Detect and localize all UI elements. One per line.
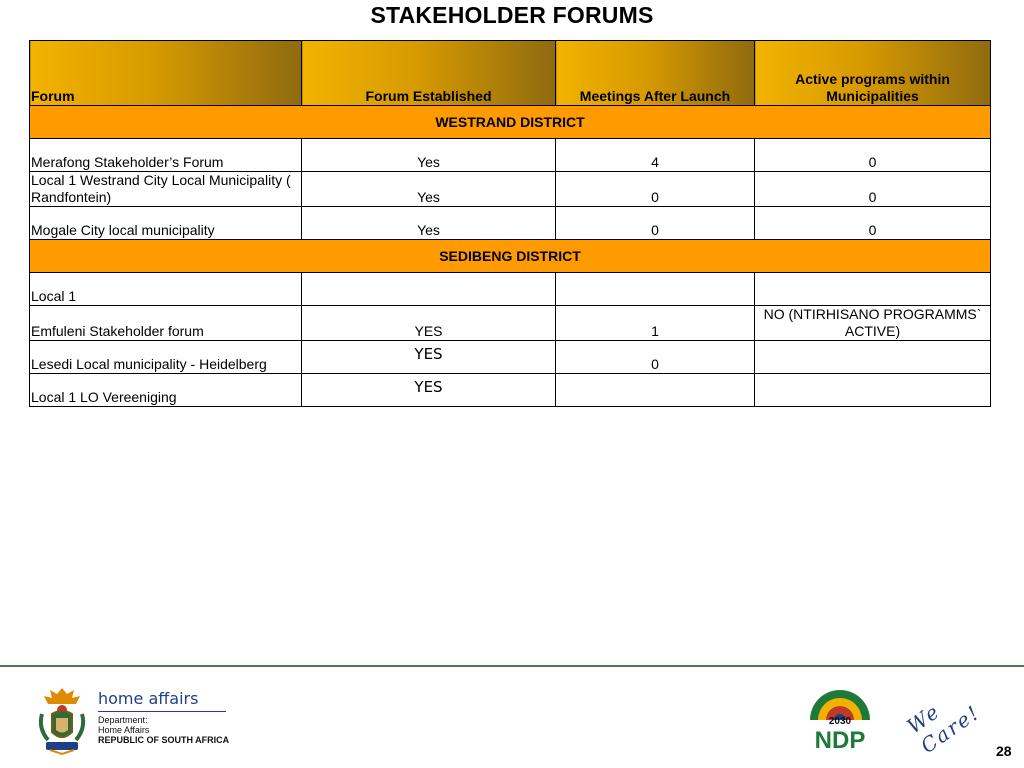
table-row <box>30 374 991 407</box>
header-meetings-after-launch: Meetings After Launch <box>556 41 755 106</box>
district-label: WESTRAND DISTRICT <box>30 106 991 139</box>
table-header-row <box>30 41 991 106</box>
meetings-after-launch: 0 <box>556 207 755 240</box>
header-forum-established: Forum Established <box>302 41 556 106</box>
active-programs: NO (NTIRHISANO PROGRAMMS` ACTIVE) <box>755 306 991 341</box>
meetings-after-launch: 0 <box>556 341 755 374</box>
forum-name: Lesedi Local municipality - Heidelberg <box>30 341 302 374</box>
table-row <box>30 273 991 306</box>
forum-name: Emfuleni Stakeholder forum <box>30 306 302 341</box>
department-name: Home Affairs <box>98 725 150 735</box>
meetings-after-launch <box>556 273 755 306</box>
coat-of-arms-icon <box>34 684 90 756</box>
country-name: REPUBLIC OF SOUTH AFRICA <box>98 735 230 745</box>
ndp-2030-logo <box>804 686 876 752</box>
forum-established <box>302 273 556 306</box>
meetings-after-launch: 1 <box>556 306 755 341</box>
forum-name: Local 1 LO Vereeniging <box>30 374 302 407</box>
meetings-after-launch <box>556 374 755 407</box>
district-label: SEDIBENG DISTRICT <box>30 240 991 273</box>
forum-name: Mogale City local municipality <box>30 207 302 240</box>
forum-established: Yes <box>302 139 556 172</box>
meetings-after-launch: 0 <box>556 172 755 207</box>
active-programs: 0 <box>755 207 991 240</box>
forum-name: Local 1 Westrand City Local Municipality ( Randfontein) <box>30 172 302 207</box>
table-row <box>30 306 991 341</box>
table-row <box>30 139 991 172</box>
table-row <box>30 207 991 240</box>
forum-established <box>302 341 556 374</box>
active-programs <box>755 341 991 374</box>
header-forum: Forum <box>30 41 302 106</box>
forum-established-value: YES <box>414 378 443 396</box>
active-programs <box>755 273 991 306</box>
stakeholder-forums-table <box>29 40 991 407</box>
forum-established-value: YES <box>414 345 443 363</box>
meetings-after-launch: 4 <box>556 139 755 172</box>
active-programs <box>755 374 991 407</box>
active-programs: 0 <box>755 139 991 172</box>
district-row-westrand <box>30 106 991 139</box>
footer-divider <box>0 665 1024 667</box>
brand-rule <box>98 711 226 712</box>
brand-name: home affairs <box>98 689 199 708</box>
forum-established: Yes <box>302 172 556 207</box>
slogan: We Care! <box>902 698 985 758</box>
forum-established <box>302 374 556 407</box>
table-row <box>30 341 991 374</box>
ndp-text: NDP <box>814 727 866 752</box>
forum-name: Local 1 <box>30 273 302 306</box>
header-active-programs: Active programs within Municipalities <box>755 41 991 106</box>
ndp-year: 2030 <box>828 716 852 727</box>
forum-established: YES <box>302 306 556 341</box>
district-row-sedibeng <box>30 240 991 273</box>
page-title: STAKEHOLDER FORUMS <box>370 2 654 28</box>
active-programs: 0 <box>755 172 991 207</box>
department-label: Department: <box>98 715 148 725</box>
home-affairs-logo <box>98 690 229 745</box>
forum-established: Yes <box>302 207 556 240</box>
table-row <box>30 172 991 207</box>
forum-name: Merafong Stakeholder’s Forum <box>30 139 302 172</box>
page-number: 28 <box>996 743 1012 759</box>
